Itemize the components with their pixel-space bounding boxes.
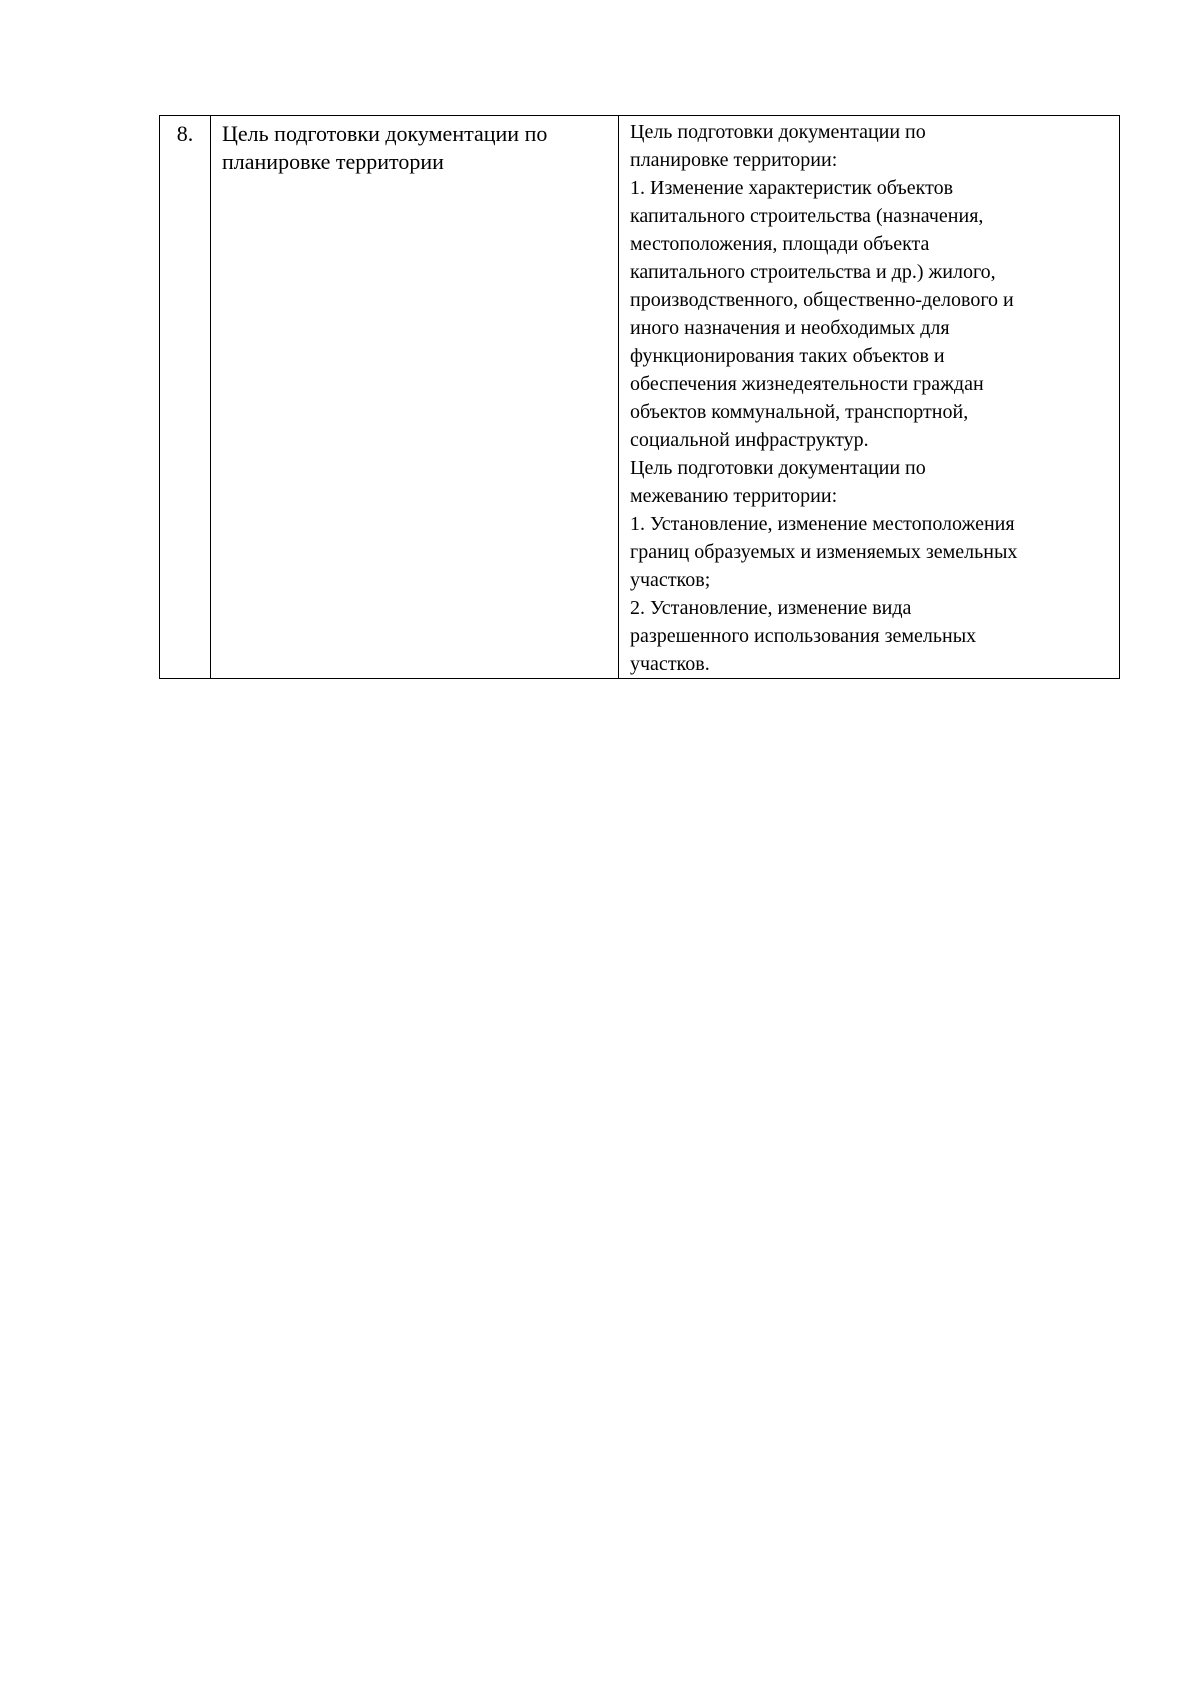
description-line: Цель подготовки документации по — [630, 457, 926, 479]
description-line: планировке территории: — [630, 149, 838, 171]
description-line: производственного, общественно-делового и — [630, 289, 1014, 311]
description-line: 1. Изменение характеристик объектов — [630, 177, 954, 199]
description-line: обеспечения жизнедеятельности граждан — [630, 373, 984, 395]
description-line: местоположения, площади объекта — [630, 233, 930, 255]
description-line: капитального строительства (назначения, — [630, 205, 984, 227]
description-line: капитального строительства и др.) жилого, — [630, 261, 996, 283]
description-line: функционирования таких объектов и — [630, 345, 945, 367]
description-line: объектов коммунальной, транспортной, — [630, 401, 969, 423]
row-label: Цель подготовки документации по планировке территории — [211, 116, 619, 679]
row-description — [619, 116, 1120, 679]
description-line: межеванию территории: — [630, 485, 838, 507]
description-line: участков. — [630, 653, 710, 675]
description-line: 1. Установление, изменение местоположения — [630, 513, 1015, 535]
description-line: социальной инфраструктур. — [630, 429, 869, 451]
description-line: разрешенного использования земельных — [630, 625, 977, 647]
description-line: границ образуемых и изменяемых земельных — [630, 541, 1018, 563]
description-line: Цель подготовки документации по — [630, 121, 926, 143]
description-line: 2. Установление, изменение вида — [630, 597, 912, 619]
row-number: 8. — [160, 116, 211, 679]
document-table — [159, 115, 1120, 679]
table-row — [160, 116, 1120, 679]
description-line: иного назначения и необходимых для — [630, 317, 950, 339]
description-line: участков; — [630, 569, 711, 591]
